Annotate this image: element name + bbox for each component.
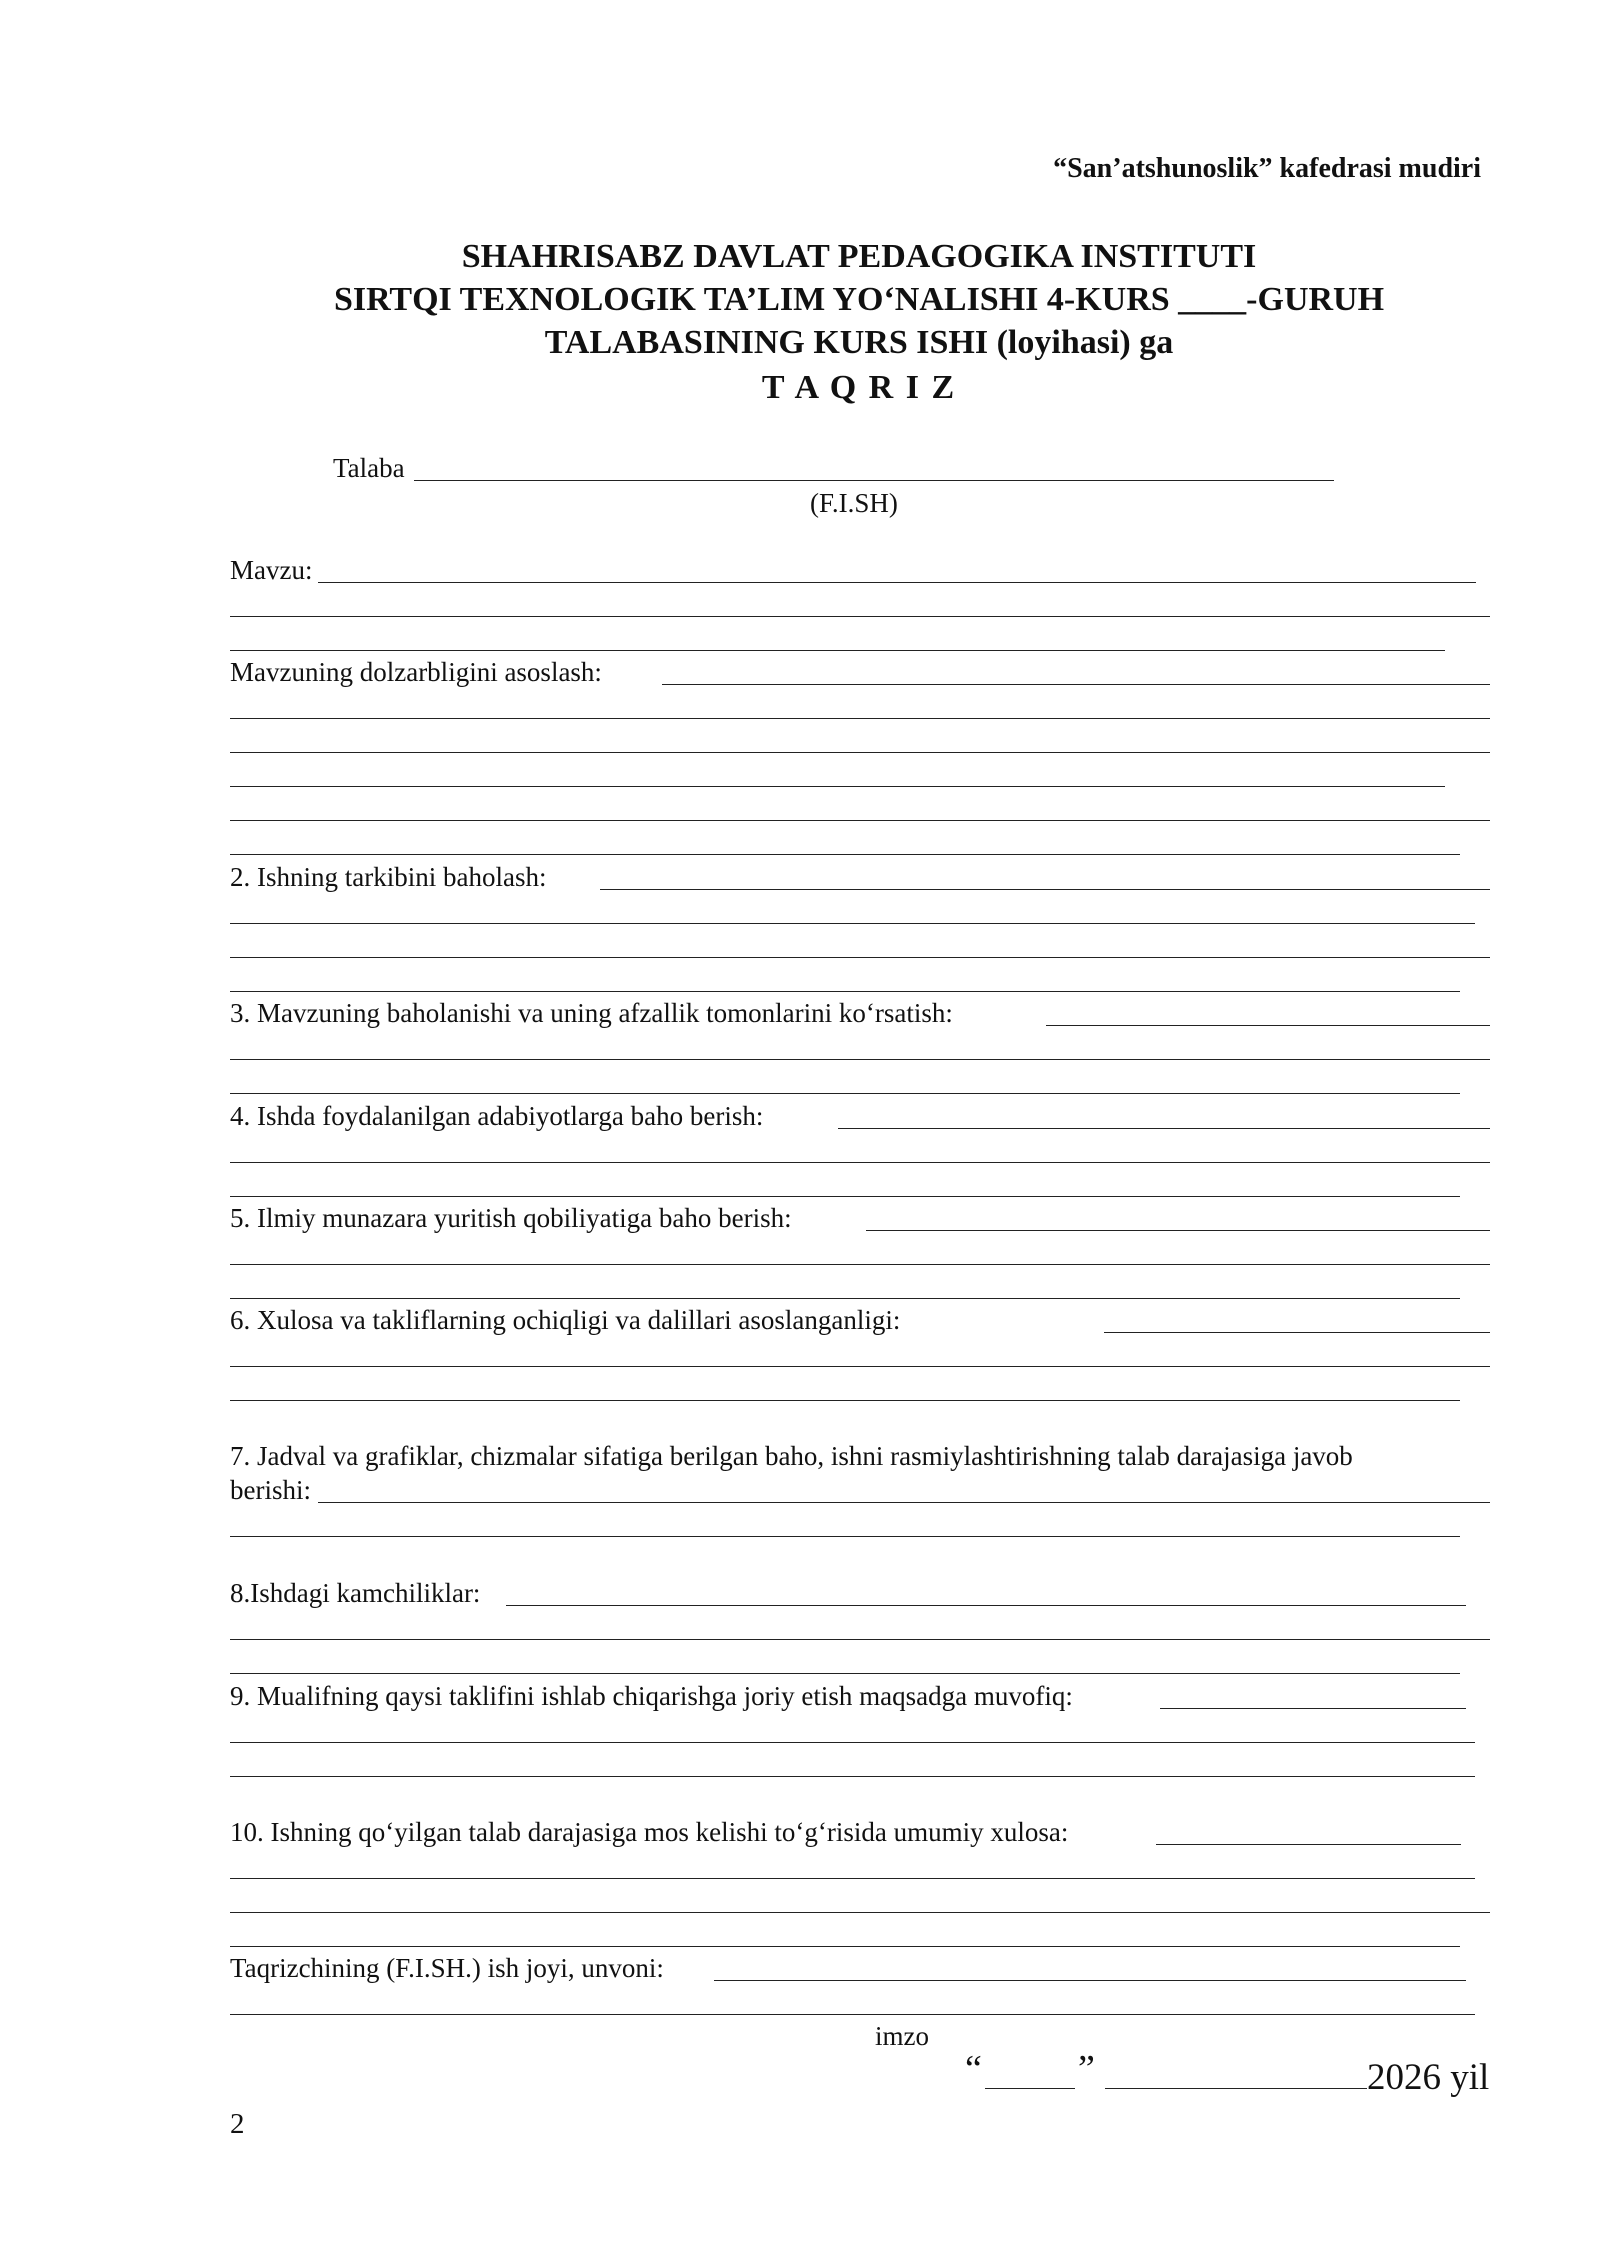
date-month-field[interactable] <box>1105 2088 1367 2089</box>
q2-line[interactable] <box>230 957 1490 958</box>
q8-label: 8.Ishdagi kamchiliklar: <box>230 1578 481 1608</box>
q10-line[interactable] <box>230 1946 1460 1947</box>
page-number: 2 <box>230 2108 245 2140</box>
course-work-title: TALABASINING KURS ISHI (loyihasi) ga <box>544 324 1174 361</box>
q6-label: 6. Xulosa va takliflarning ochiqligi va dalillari asoslanganligi: <box>230 1305 901 1335</box>
q8-line[interactable] <box>230 1639 1490 1640</box>
topic-line[interactable] <box>230 650 1445 651</box>
date-open-quote: “ <box>965 2048 982 2090</box>
q2-line[interactable] <box>230 923 1475 924</box>
q4-field[interactable] <box>838 1128 1490 1129</box>
student-label: Talaba <box>333 453 405 483</box>
reviewer-line[interactable] <box>230 2014 1475 2015</box>
q3-line[interactable] <box>230 1059 1490 1060</box>
department-head-label: “San’atshunoslik” kafedrasi mudiri <box>1053 153 1481 184</box>
institute-title: SHAHRISABZ DAVLAT PEDAGOGIKA INSTITUTI <box>461 238 1257 275</box>
q10-line[interactable] <box>230 1912 1490 1913</box>
q5-line[interactable] <box>230 1298 1460 1299</box>
topic-label: Mavzu: <box>230 555 313 585</box>
date-year: 2026 yil <box>1367 2057 1490 2098</box>
relevance-line[interactable] <box>230 718 1490 719</box>
q9-line[interactable] <box>230 1742 1475 1743</box>
q7-line[interactable] <box>230 1536 1460 1537</box>
topic-line[interactable] <box>230 616 1490 617</box>
date-day-field[interactable] <box>985 2088 1075 2089</box>
student-name-field[interactable] <box>414 480 1334 481</box>
q8-line[interactable] <box>230 1673 1460 1674</box>
q3-field[interactable] <box>1046 1025 1490 1026</box>
signature-label: imzo <box>875 2021 929 2051</box>
q8-field[interactable] <box>506 1605 1466 1606</box>
q4-line[interactable] <box>230 1196 1460 1197</box>
q10-field[interactable] <box>1156 1844 1461 1845</box>
relevance-label: Mavzuning dolzarbligini asoslash: <box>230 657 602 687</box>
reviewer-label: Taqrizchining (F.I.SH.) ish joyi, unvoni: <box>230 1953 664 1983</box>
q9-field[interactable] <box>1160 1708 1466 1709</box>
relevance-field[interactable] <box>662 684 1490 685</box>
q9-line[interactable] <box>230 1776 1475 1777</box>
relevance-line[interactable] <box>230 854 1460 855</box>
review-title: T A Q R I Z <box>761 369 957 406</box>
program-title: SIRTQI TEXNOLOGIK TA’LIM YO‘NALISHI 4-KURS ____-GURUH <box>333 281 1385 318</box>
q6-line[interactable] <box>230 1400 1460 1401</box>
student-name-caption: (F.I.SH) <box>810 488 898 518</box>
q7-label: 7. Jadval va grafiklar, chizmalar sifatiga berilgan baho, ishni rasmiylashtirishning talab darajasiga javob <box>230 1441 1353 1471</box>
relevance-line[interactable] <box>230 786 1445 787</box>
q5-field[interactable] <box>866 1230 1490 1231</box>
q10-line[interactable] <box>230 1878 1475 1879</box>
relevance-line[interactable] <box>230 752 1490 753</box>
q7-field[interactable] <box>318 1502 1490 1503</box>
reviewer-field[interactable] <box>714 1980 1466 1981</box>
q7-label-continued: berishi: <box>230 1475 311 1505</box>
q2-line[interactable] <box>230 991 1460 992</box>
relevance-line[interactable] <box>230 820 1490 821</box>
q9-label: 9. Mualifning qaysi taklifini ishlab chiqarishga joriy etish maqsadga muvofiq: <box>230 1681 1073 1711</box>
q2-label: 2. Ishning tarkibini baholash: <box>230 862 547 892</box>
q6-line[interactable] <box>230 1366 1490 1367</box>
q5-line[interactable] <box>230 1264 1490 1265</box>
q6-field[interactable] <box>1104 1332 1490 1333</box>
q2-field[interactable] <box>600 889 1490 890</box>
topic-field[interactable] <box>318 582 1476 583</box>
date-close-quote: ” <box>1078 2048 1095 2090</box>
q3-line[interactable] <box>230 1093 1460 1094</box>
q4-line[interactable] <box>230 1162 1490 1163</box>
q10-label: 10. Ishning qo‘yilgan talab darajasiga mos kelishi to‘g‘risida umumiy xulosa: <box>230 1817 1069 1847</box>
q3-label: 3. Mavzuning baholanishi va uning afzallik tomonlarini ko‘rsatish: <box>230 998 953 1028</box>
q5-label: 5. Ilmiy munazara yuritish qobiliyatiga baho berish: <box>230 1203 792 1233</box>
q4-label: 4. Ishda foydalanilgan adabiyotlarga baho berish: <box>230 1101 764 1131</box>
